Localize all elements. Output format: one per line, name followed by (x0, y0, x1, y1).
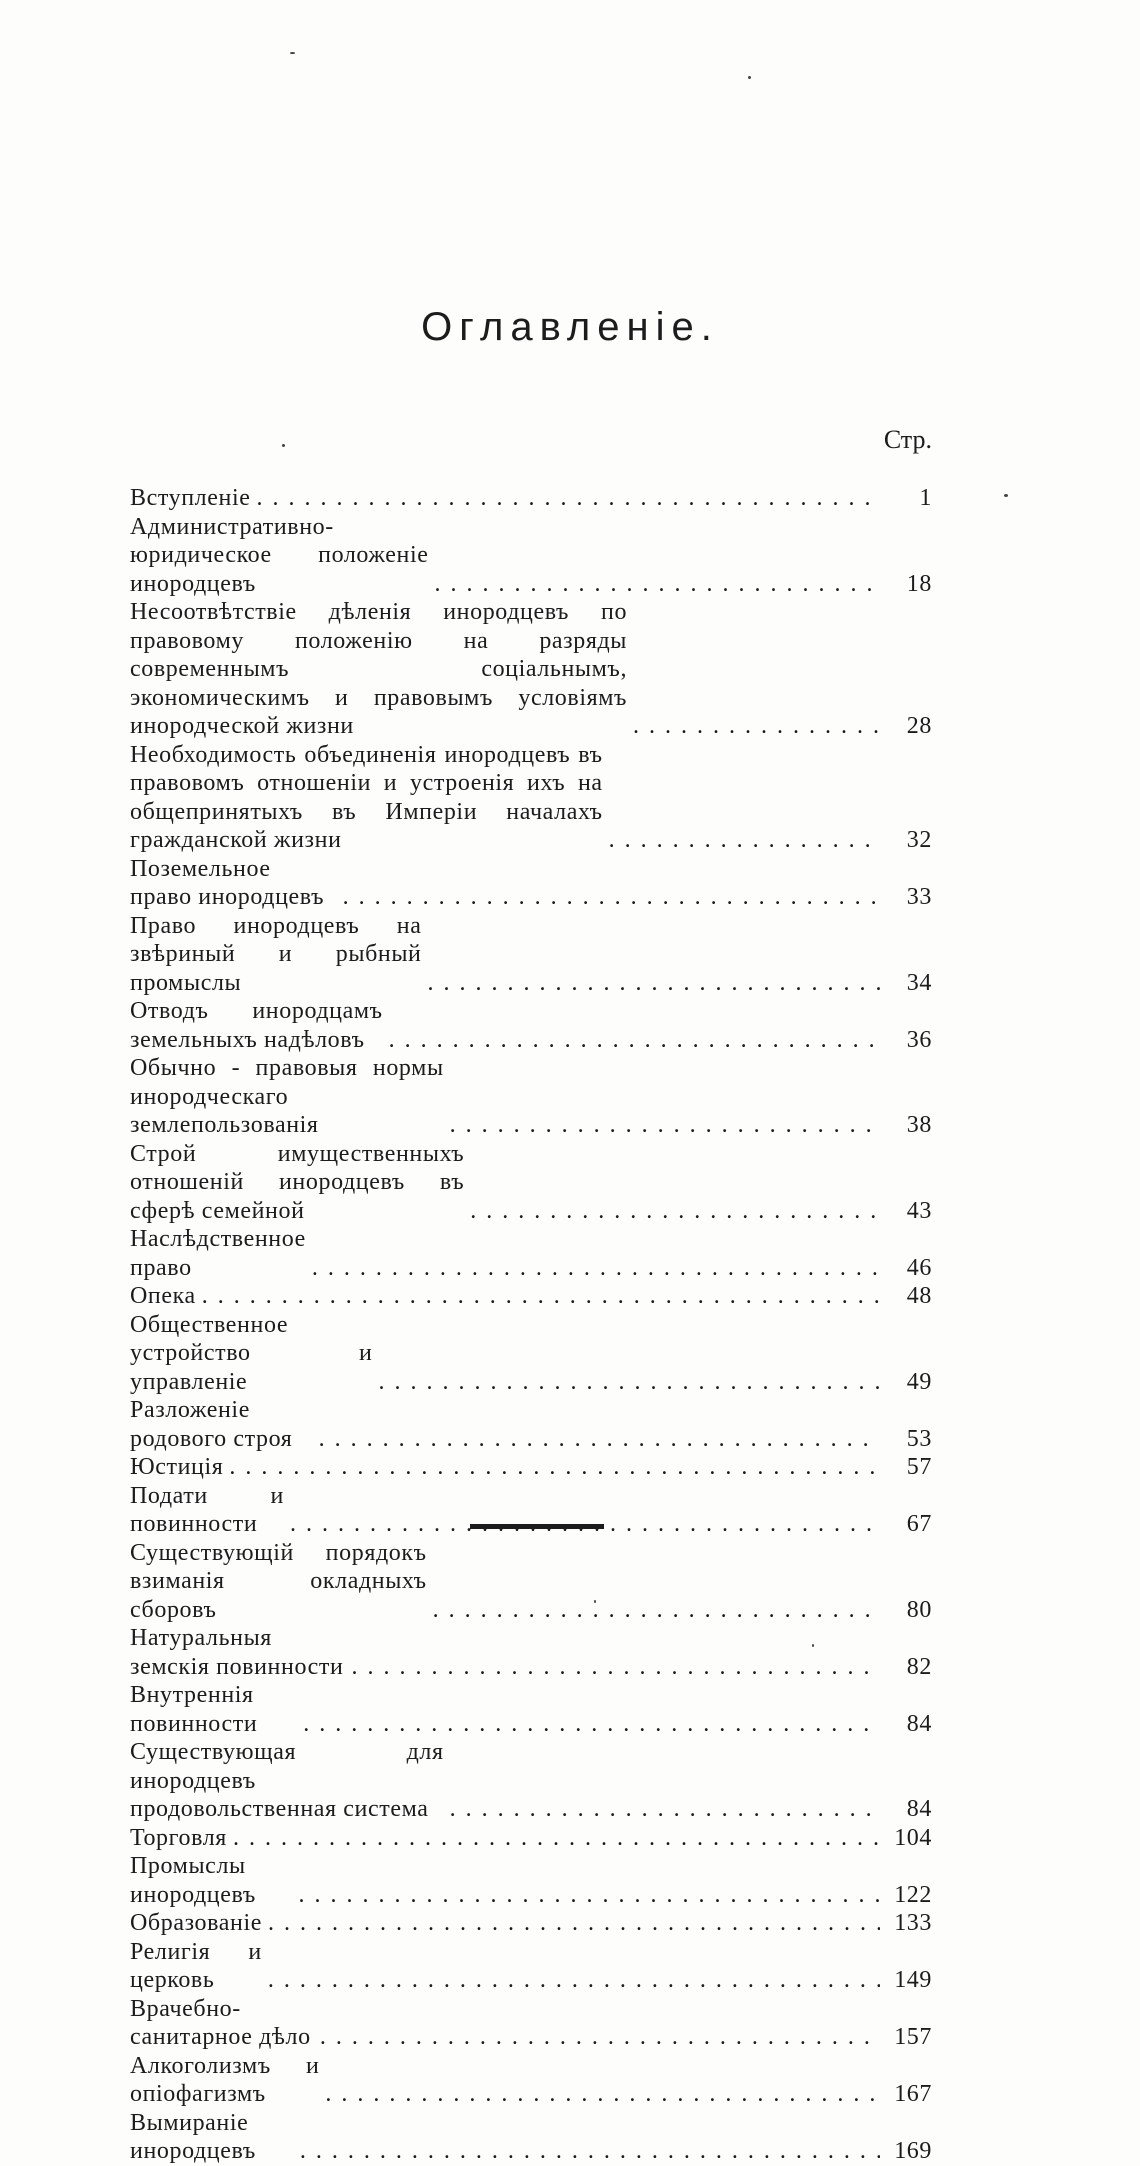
scan-speck (282, 444, 285, 447)
toc-entry (130, 855, 932, 912)
toc-entry-title: Внутреннія повинности (130, 1682, 258, 1737)
dot-leader (422, 969, 881, 998)
dot-leader (429, 570, 880, 599)
toc-entry-page: 122 (894, 1881, 932, 1908)
dot-leader (262, 1909, 880, 1938)
toc-entry-page: 34 (906, 969, 932, 996)
page-title: Оглавленіе. (421, 305, 719, 349)
toc-entry-title: Подати и повинности (130, 1482, 284, 1537)
closing-rule (470, 1524, 604, 1529)
toc-entry-title: Право инородцевъ на звѣриный и рыбный промыслы (130, 912, 422, 996)
toc-entry-title: Вступленіе (130, 485, 251, 511)
toc-entry-page: 133 (894, 1910, 932, 1936)
dot-leader (294, 2137, 880, 2166)
dot-leader (293, 1881, 880, 1910)
toc-entry-title: Вымираніе инородцевъ (130, 2109, 256, 2164)
toc-entry-page: 53 (906, 1425, 932, 1452)
dot-leader (262, 1966, 880, 1995)
toc-entry-page: 149 (894, 1967, 932, 1993)
toc-entry-page: 1 (919, 485, 932, 511)
toc-entry (130, 1738, 932, 1824)
toc-entry (130, 2052, 932, 2109)
dot-leader (383, 1026, 880, 1055)
toc-entry (130, 1995, 932, 2052)
toc-entry-title: Строй имущественныхъ отношеній инородцевъ въ сферѣ семейной (130, 1140, 465, 1224)
dot-leader (319, 2080, 880, 2109)
toc-entry (130, 1282, 932, 1311)
toc-entry-title: Образованіе (130, 1910, 262, 1936)
toc-entry-title: Торговля (130, 1824, 227, 1851)
dot-leader (306, 1254, 880, 1283)
toc-entry-title: Алкоголизмъ и опіофагизмъ (130, 2052, 320, 2107)
toc-entry-page: 167 (894, 2081, 932, 2107)
toc-entry-page: 104 (894, 1824, 932, 1851)
toc-entry (130, 1852, 932, 1909)
toc-entry-title: Существующая для инородцевъ продовольственная система (130, 1739, 444, 1822)
dot-leader (444, 1111, 880, 1140)
toc-entry-title: Наслѣдственное право (130, 1226, 306, 1281)
toc-entry-title: Промыслы инородцевъ (130, 1853, 256, 1908)
toc-entry (130, 1539, 932, 1625)
dot-leader (603, 826, 880, 855)
scan-speck (290, 52, 295, 54)
toc-entry (130, 997, 932, 1054)
toc-entry-page: 80 (906, 1596, 932, 1623)
toc-entry (130, 513, 932, 599)
dot-leader (250, 484, 880, 513)
toc-entry (130, 598, 932, 741)
scan-speck (594, 1600, 596, 1603)
toc-entry-page: 38 (906, 1112, 932, 1138)
toc-entry (130, 1453, 932, 1482)
scan-speck (1004, 494, 1008, 497)
toc-entry-title: Общественное устройство и управленіе (130, 1311, 373, 1395)
toc-entry-page: 49 (906, 1368, 932, 1395)
toc-entry (130, 2109, 932, 2166)
toc-entry-page: 18 (906, 570, 932, 597)
scan-speck (812, 1644, 814, 1647)
toc-entry (130, 1824, 932, 1853)
toc-entry-title: Натуральныя земскія повинности (130, 1625, 344, 1680)
toc-entry-page: 32 (906, 827, 932, 853)
dot-leader (337, 883, 880, 912)
toc-entry (130, 1311, 932, 1397)
toc-entry-title: Обычно - правовыя нормы инородческаго землепользованія (130, 1055, 444, 1138)
dot-leader (345, 1653, 880, 1682)
toc-entry (130, 1054, 932, 1140)
toc-entry-title: Разложеніе родового строя (130, 1397, 293, 1452)
toc-entry (130, 912, 932, 998)
toc-entry-page: 43 (906, 1197, 932, 1224)
dot-leader (227, 1824, 880, 1853)
toc-entry-page: 46 (906, 1254, 932, 1281)
toc-entry-title: Административно-юридическое положеніе инородцевъ (130, 513, 429, 597)
dot-leader (464, 1197, 880, 1226)
toc-entry (130, 1225, 932, 1282)
toc-entry-page: 82 (906, 1653, 932, 1680)
toc-entry-title: Религія и церковь (130, 1938, 262, 1993)
toc-entry (130, 484, 932, 513)
toc-entry (130, 1140, 932, 1226)
toc-entry-title: Необходимость объединенія инородцевъ въ правовомъ отношеніи и устроенія ихъ на общепринятыхъ въ Имперіи началахъ гражданской жизни (130, 741, 603, 853)
toc-entry-title: Несоотвѣтствіе дѣленія инородцевъ по правовому положенію на разряды современнымъ соціальнымъ, экономическимъ и правовымъ условіямъ инородческой жизни (130, 599, 628, 739)
dot-leader (372, 1368, 880, 1397)
toc-entry-title: Существующій порядокъ взиманія окладныхъ сборовъ (130, 1539, 427, 1623)
toc-entry-page: 84 (906, 1796, 932, 1822)
dot-leader (223, 1453, 880, 1482)
toc-entry-title: Отводъ инородцамъ земельныхъ надѣловъ (130, 998, 383, 1053)
dot-leader (313, 1425, 880, 1454)
dot-leader (427, 1596, 880, 1625)
toc-entry-page: 67 (906, 1511, 932, 1537)
dot-leader (444, 1795, 880, 1824)
dot-leader (297, 1710, 880, 1739)
toc-entry-page: 57 (906, 1454, 932, 1480)
toc-entry (130, 1681, 932, 1738)
dot-leader (196, 1282, 880, 1311)
toc-entry-page: 33 (906, 884, 932, 910)
toc-entry (130, 1909, 932, 1938)
toc-entry (130, 1938, 932, 1995)
toc-entry-title: Опека (130, 1283, 196, 1309)
toc-entry-page: 28 (906, 713, 932, 739)
toc-entry-title: Юстиція (130, 1454, 224, 1480)
toc-entry (130, 1624, 932, 1681)
toc-entry-title: Врачебно-санитарное дѣло (130, 1995, 311, 2050)
toc-entry-page: 84 (906, 1710, 932, 1737)
toc-entry (130, 741, 932, 855)
dot-leader (314, 2023, 880, 2052)
toc-entry-title: Поземельное право инородцевъ (130, 855, 325, 910)
toc-entry-page: 36 (906, 1026, 932, 1053)
page-column-label: Стр. (883, 425, 932, 454)
toc-entry-page: 169 (894, 2138, 932, 2164)
toc-entry-page: 48 (906, 1283, 932, 1309)
dot-leader (627, 712, 880, 741)
scan-speck (748, 76, 751, 79)
toc-entry (130, 1482, 932, 1539)
table-of-contents (130, 484, 932, 2166)
toc-entry (130, 1396, 932, 1453)
toc-entry-page: 157 (894, 2024, 932, 2050)
